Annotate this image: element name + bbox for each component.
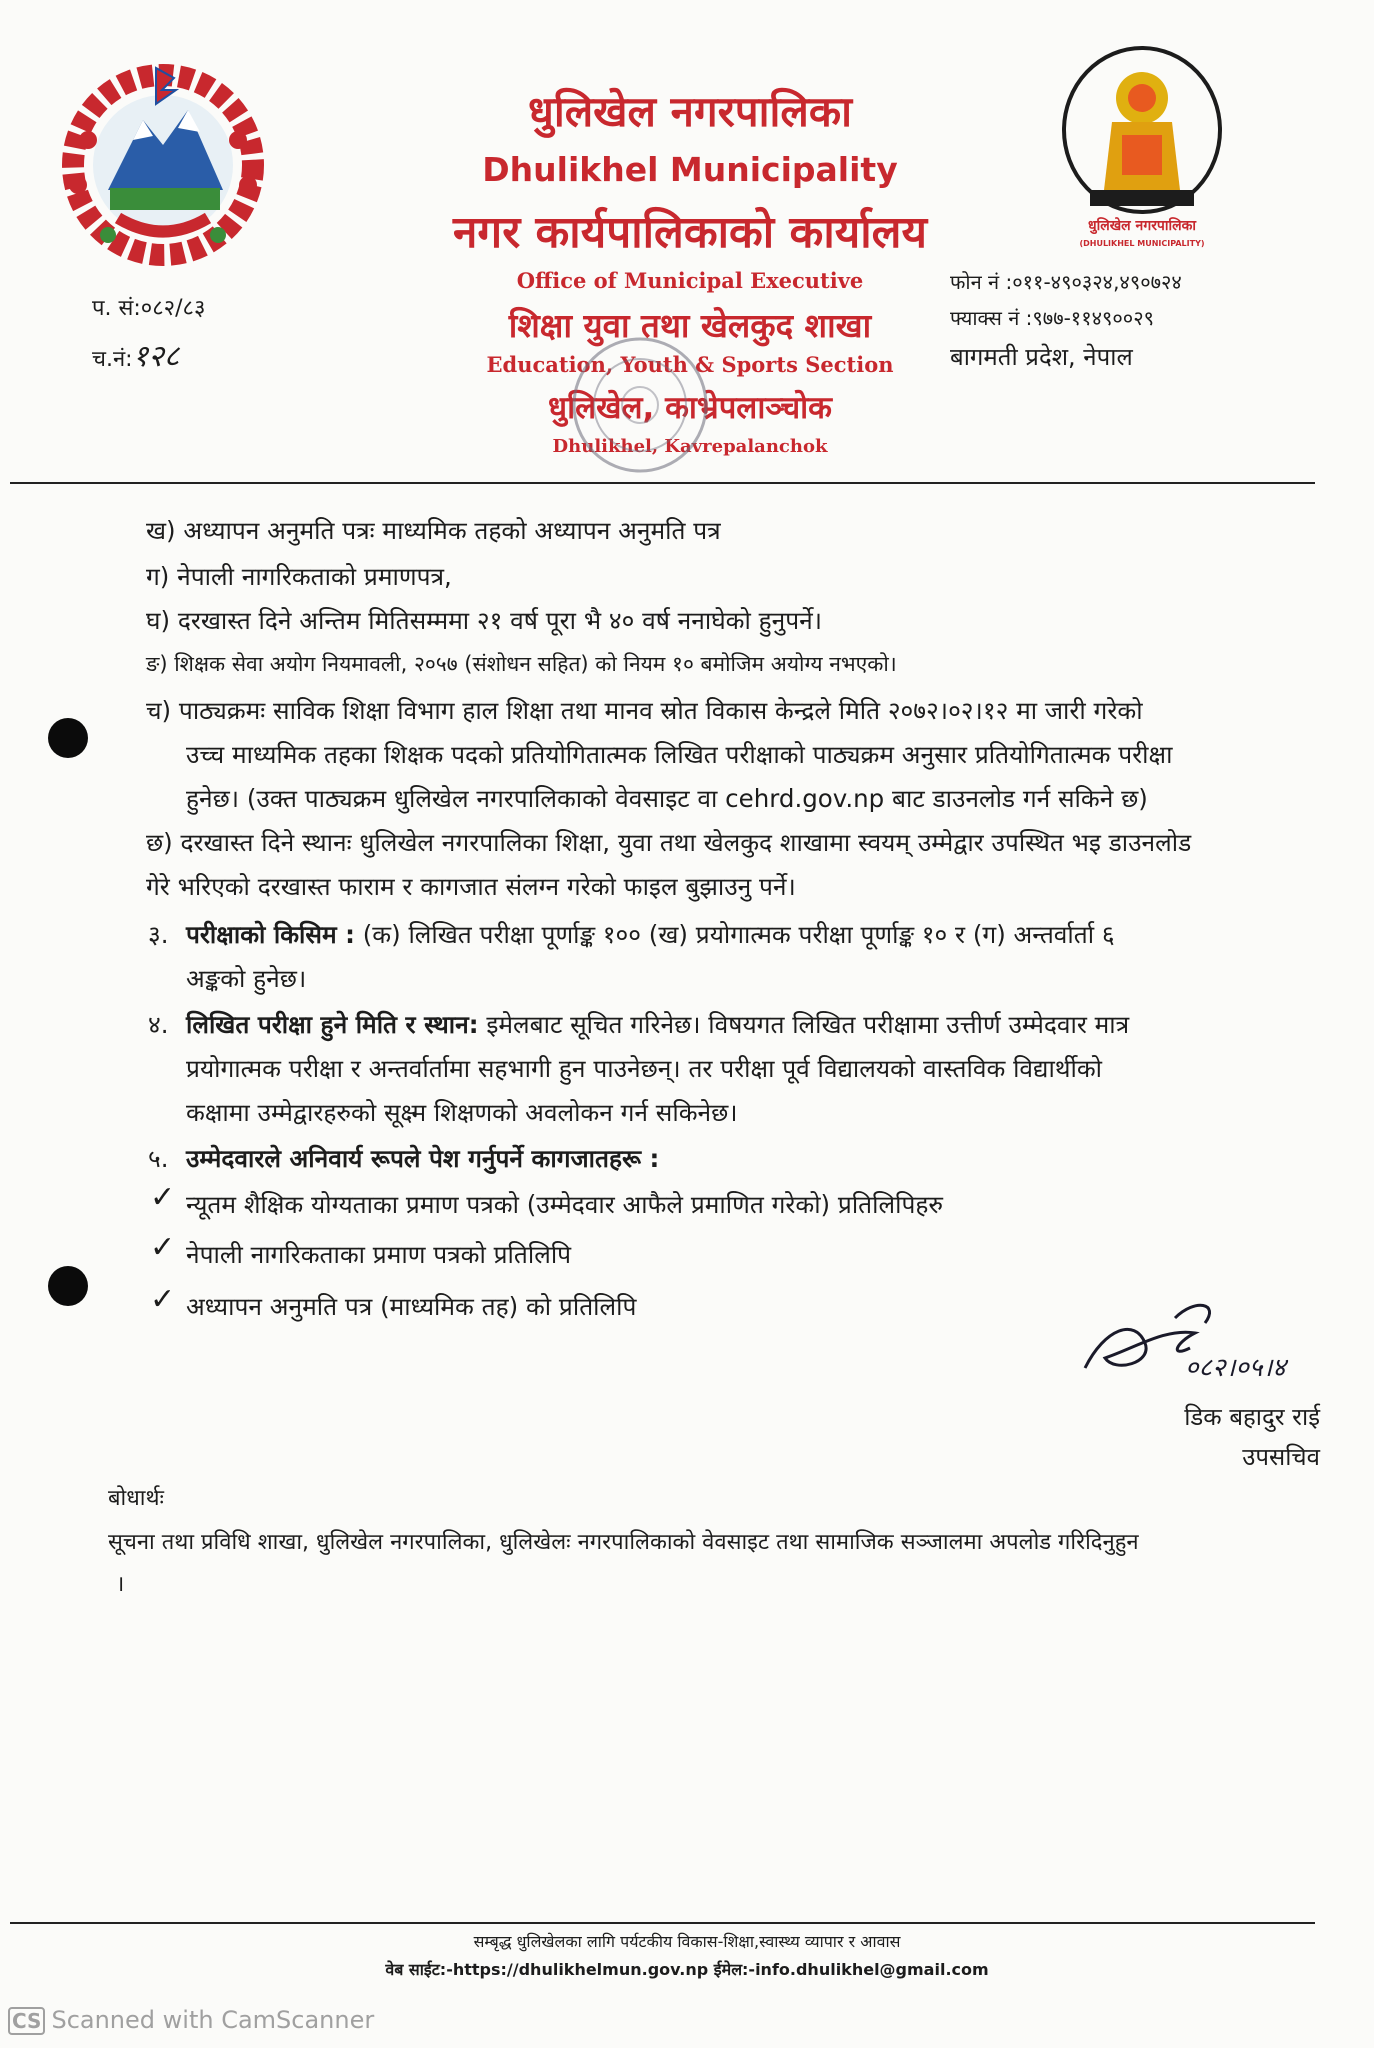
item-kha: ख) अध्यापन अनुमति पत्रः माध्यमिक तहको अध्यापन अनुमति पत्र [146,516,721,545]
section-4-line3: कक्षामा उम्मेद्वारहरुको सूक्ष्म शिक्षणको अवलोकन गर्न सकिनेछ। [186,1098,738,1127]
section-4-number: ४. [148,1010,169,1039]
section-4-line1 [186,1008,1129,1041]
item-chha-line1: छ) दरखास्त दिने स्थानः धुलिखेल नगरपालिका शिक्षा, युवा तथा खेलकुद शाखामा स्वयम् उम्मेद्वार उपस्थित भइ डाउनलोड [146,828,1192,857]
dispatch-number-handwritten: १२८ [132,339,180,374]
section-name-en: Education, Youth & Sports Section [486,352,894,377]
province: बागमती प्रदेश, नेपाल [950,343,1133,371]
municipality-name-np: धुलिखेल नगरपालिका [528,87,852,136]
municipality-name-en: Dhulikhel Municipality [482,150,898,189]
item-chha-line2: गेरे भरिएको दरखास्त फाराम र कागजात संलग्न गरेको फाइल बुझाउनु पर्ने। [146,872,796,901]
check-icon: ✓ [150,1180,176,1215]
checklist-item: नेपाली नागरिकताका प्रमाण पत्रको प्रतिलिपि [186,1240,572,1269]
item-cha-line2: उच्च माध्यमिक तहका शिक्षक पदको प्रतियोगितात्मक लिखित परीक्षाको पाठ्यक्रम अनुसार प्रतियोगितात्मक परीक्षा [186,740,1173,769]
cc-text: सूचना तथा प्रविधि शाखा, धुलिखेल नगरपालिका, धुलिखेलः नगरपालिकाको वेवसाइट तथा सामाजिक सञ्जालमा अपलोड गरिदिनुहुन [108,1530,1139,1555]
dispatch-label: च.नं: [92,347,133,372]
check-icon: ✓ [150,1282,176,1317]
camscanner-text: Scanned with CamScanner [51,2006,375,2034]
phone-number: फोन नं :०११-४९०३२४,४९०७२४ [950,270,1182,294]
address-np: धुलिखेल, काभ्रेपलाञ्चोक [548,390,832,426]
right-logo-text-np: धुलिखेल नगरपालिका [1088,218,1196,234]
municipality-logo-icon [1050,40,1235,255]
section-5-title: उम्मेदवारले अनिवार्य रूपले पेश गर्नुपर्ने कागजातहरू : [186,1144,660,1173]
section-4-title: लिखित परीक्षा हुने मिति र स्थान: [186,1010,479,1039]
fiscal-year: प. सं:०८२/८३ [92,296,206,321]
section-5-number: ५. [148,1144,169,1173]
section-3-line2: अङ्कको हुनेछ। [186,964,307,993]
signer-name: डिक बहादुर राई [1184,1403,1320,1431]
signature-date: ०८२।०५।४ [1185,1353,1286,1383]
section-3-title: परीक्षाको किसिम : [186,920,355,949]
checklist-item: अध्यापन अनुमति पत्र (माध्यमिक तह) को प्रतिलिपि [186,1292,637,1321]
dispatch-number [92,334,179,375]
section-name-np: शिक्षा युवा तथा खेलकुद शाखा [508,306,872,345]
section-4-text: इमेलबाट सूचित गरिनेछ। विषयगत लिखित परीक्षामा उत्तीर्ण उम्मेदवार मात्र [486,1010,1130,1039]
right-logo-text-en: (DHULIKHEL MUNICIPALITY) [1079,239,1205,248]
section-4-line2: प्रयोगात्मक परीक्षा र अन्तर्वार्तामा सहभागी हुन पाउनेछन्। तर परीक्षा पूर्व विद्यालयको वास्तविक विद्यार्थीको [186,1054,1102,1083]
nepal-emblem-icon [48,60,278,270]
punch-hole-top [48,718,88,758]
section-3-number: ३. [148,920,169,949]
checklist-item: न्यूतम शैक्षिक योग्यताका प्रमाण पत्रको (उम्मेदवार आफैले प्रमाणित गरेको) प्रतिलिपिहरु [186,1190,944,1219]
address-en: Dhulikhel, Kavrepalanchok [552,436,828,457]
section-3-line1 [186,918,1115,951]
office-stamp-icon [565,330,715,480]
camscanner-watermark [8,2006,374,2035]
camscanner-badge: CS [8,2007,45,2035]
item-ga: ग) नेपाली नागरिकताको प्रमाणपत्र, [146,562,452,591]
item-cha-line1: च) पाठ्यक्रमः साविक शिक्षा विभाग हाल शिक्षा तथा मानव स्रोत विकास केन्द्रले मिति २०७२।०२।१२ मा जारी गरेको [146,696,1143,725]
punch-hole-bottom [48,1266,88,1306]
footer-divider [10,1922,1315,1924]
check-icon: ✓ [150,1230,176,1265]
item-gha: घ) दरखास्त दिने अन्तिम मितिसम्ममा २१ वर्ष पूरा भै ४० वर्ष ननाघेको हुनुपर्ने। [146,606,823,635]
cc-label: बोधार्थः [108,1486,164,1511]
footer-motto: सम्बृद्ध धुलिखेलका लागि पर्यटकीय विकास-शिक्षा,स्वास्थ्य व्यापार र आवास [473,1932,901,1951]
item-cha-line3: हुनेछ। (उक्त पाठ्यक्रम धुलिखेल नगरपालिकाको वेवसाइट वा cehrd.gov.np बाट डाउनलोड गर्न सकिने छ) [186,784,1148,813]
footer-contact: वेब साईट:-https://dhulikhelmun.gov.np ईमेल:-info.dhulikhel@gmail.com [385,1960,989,1979]
office-name-np: नगर कार्यपालिकाको कार्यालय [453,207,927,258]
item-nga: ङ) शिक्षक सेवा अयोग नियमावली, २०५७ (संशोधन सहित) को नियम १० बमोजिम अयोग्य नभएको। [146,652,897,676]
office-name-en: Office of Municipal Executive [516,268,864,293]
cc-text-end: । [116,1572,125,1597]
signer-designation: उपसचिव [1242,1443,1320,1471]
signature-scribble [1075,1288,1320,1388]
section-3-text: (क) लिखित परीक्षा पूर्णाङ्क १०० (ख) प्रयोगात्मक परीक्षा पूर्णाङ्क १० र (ग) अन्तर्वार्ता ६ [362,920,1115,949]
fax-number: फ्याक्स नं :९७७-११४९००२९ [950,306,1155,330]
header-divider [10,482,1315,484]
